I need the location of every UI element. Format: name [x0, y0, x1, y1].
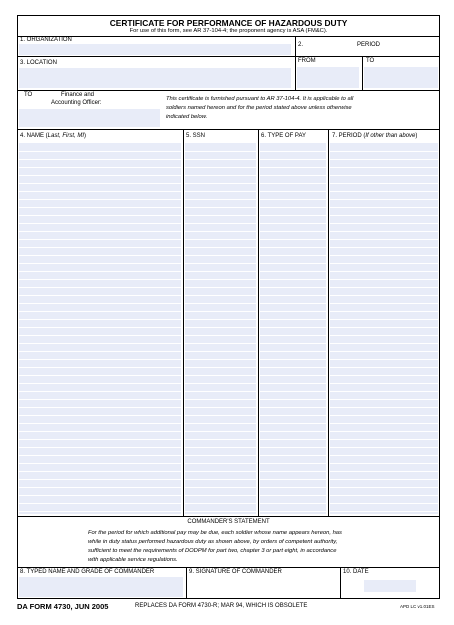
row-separator	[330, 471, 438, 472]
row-separator	[260, 471, 326, 472]
row-separator	[185, 167, 256, 168]
row-separator	[185, 391, 256, 392]
row-separator	[260, 279, 326, 280]
row-separator	[19, 407, 181, 408]
row-separator	[19, 159, 181, 160]
certificate-line-1: This certificate is furnished pursuant to AR 37-104-4. It is applicable to all	[166, 96, 354, 102]
row-separator	[185, 271, 256, 272]
row-separator	[185, 239, 256, 240]
row-separator	[19, 511, 181, 512]
row-separator	[19, 383, 181, 384]
row-separator	[185, 255, 256, 256]
row-separator	[185, 279, 256, 280]
commander-heading: COMMANDER'S STATEMENT	[187, 519, 270, 525]
row-separator	[330, 231, 438, 232]
row-separator	[260, 319, 326, 320]
row-separator	[19, 319, 181, 320]
form-subtitle: For use of this form, see AR 37-104-4; the proponent agency is ASA (FM&C).	[129, 28, 328, 34]
row-separator	[185, 439, 256, 440]
statement-line-2: while in duty status performed hazardous duty as shown above, by orders of competent authority,	[88, 539, 338, 545]
row-separator	[260, 415, 326, 416]
row-separator	[330, 415, 438, 416]
date-label: 10. DATE	[343, 569, 369, 575]
certificate-line-3: indicated below.	[166, 114, 208, 120]
finance-line2: Accounting Officer:	[51, 100, 102, 106]
typed-name-field[interactable]	[19, 577, 183, 597]
row-separator	[330, 367, 438, 368]
row-separator	[260, 511, 326, 512]
col-header-period: 7. PERIOD (If other than above)	[332, 133, 418, 139]
row-separator	[185, 199, 256, 200]
row-separator	[19, 271, 181, 272]
row-separator	[185, 223, 256, 224]
row-separator	[260, 239, 326, 240]
row-separator	[330, 167, 438, 168]
row-separator	[260, 175, 326, 176]
row-separator	[185, 495, 256, 496]
row-separator	[185, 423, 256, 424]
row-separator	[260, 223, 326, 224]
location-label: 3. LOCATION	[20, 60, 57, 66]
row-separator	[185, 327, 256, 328]
row-separator	[185, 335, 256, 336]
row-separator	[260, 375, 326, 376]
organization-field[interactable]	[19, 44, 291, 55]
row-separator	[330, 223, 438, 224]
row-separator	[260, 287, 326, 288]
row-separator	[260, 327, 326, 328]
row-separator	[330, 327, 438, 328]
row-separator	[19, 487, 181, 488]
typed-name-label: 8. TYPED NAME AND GRADE OF COMMANDER	[20, 569, 155, 575]
row-separator	[260, 183, 326, 184]
row-separator	[330, 335, 438, 336]
row-separator	[260, 207, 326, 208]
location-field[interactable]	[19, 68, 291, 88]
row-separator	[330, 439, 438, 440]
row-separator	[260, 407, 326, 408]
row-separator	[19, 183, 181, 184]
form-title: CERTIFICATE FOR PERFORMANCE OF HAZARDOUS DUTY	[109, 18, 348, 28]
row-separator	[19, 151, 181, 152]
statement-line-4: with applicable service regulations.	[88, 557, 178, 563]
row-separator	[330, 495, 438, 496]
row-separator	[330, 271, 438, 272]
row-separator	[19, 263, 181, 264]
row-separator	[185, 175, 256, 176]
row-separator	[185, 375, 256, 376]
row-separator	[330, 351, 438, 352]
row-separator	[260, 199, 326, 200]
finance-line1: Finance and	[61, 92, 95, 98]
row-separator	[260, 343, 326, 344]
row-separator	[260, 151, 326, 152]
signature-label: 9. SIGNATURE OF COMMANDER	[189, 569, 282, 575]
to-officer-label: TO	[24, 92, 33, 98]
row-separator	[185, 447, 256, 448]
row-separator	[260, 231, 326, 232]
row-separator	[330, 487, 438, 488]
row-separator	[19, 175, 181, 176]
row-separator	[19, 423, 181, 424]
row-separator	[330, 455, 438, 456]
row-separator	[19, 167, 181, 168]
row-separator	[19, 215, 181, 216]
row-separator	[185, 367, 256, 368]
version-text: APD LC v1.01ES	[400, 604, 435, 609]
row-separator	[185, 207, 256, 208]
period-number: 2.	[298, 42, 304, 48]
row-separator	[19, 335, 181, 336]
row-separator	[19, 415, 181, 416]
row-separator	[19, 287, 181, 288]
row-separator	[260, 479, 326, 480]
row-separator	[19, 207, 181, 208]
row-separator	[330, 151, 438, 152]
row-separator	[185, 231, 256, 232]
row-separator	[19, 471, 181, 472]
row-separator	[185, 183, 256, 184]
row-separator	[330, 407, 438, 408]
row-separator	[19, 255, 181, 256]
to-label: TO	[366, 58, 375, 64]
row-separator	[19, 439, 181, 440]
certificate-line-2: soldiers named hereon and for the period stated above unless otherwise	[166, 105, 352, 111]
row-separator	[185, 151, 256, 152]
row-separator	[185, 383, 256, 384]
row-separator	[330, 399, 438, 400]
form-id: DA FORM 4730, JUN 2005	[17, 602, 109, 611]
row-separator	[330, 207, 438, 208]
row-separator	[260, 303, 326, 304]
row-separator	[260, 463, 326, 464]
row-separator	[260, 399, 326, 400]
row-separator	[330, 343, 438, 344]
row-separator	[260, 431, 326, 432]
to-date-field[interactable]	[364, 67, 438, 88]
row-separator	[19, 191, 181, 192]
name-column-fill[interactable]	[19, 143, 181, 514]
row-separator	[330, 175, 438, 176]
row-separator	[185, 431, 256, 432]
row-separator	[260, 271, 326, 272]
row-separator	[185, 263, 256, 264]
period-column-fill[interactable]	[330, 143, 438, 514]
row-separator	[330, 383, 438, 384]
row-separator	[260, 495, 326, 496]
row-separator	[19, 391, 181, 392]
row-separator	[330, 311, 438, 312]
row-separator	[19, 455, 181, 456]
organization-label: 1. ORGANIZATION	[20, 37, 72, 43]
row-separator	[185, 463, 256, 464]
statement-line-1: For the period for which additional pay may be due, each soldier whose name appears hereon, has	[88, 530, 342, 536]
row-separator	[185, 511, 256, 512]
row-separator	[260, 455, 326, 456]
row-separator	[260, 295, 326, 296]
col-header-name: 4. NAME (Last, First, MI)	[20, 133, 87, 139]
row-separator	[185, 487, 256, 488]
row-separator	[260, 335, 326, 336]
row-separator	[185, 471, 256, 472]
row-separator	[260, 311, 326, 312]
row-separator	[185, 319, 256, 320]
row-separator	[185, 479, 256, 480]
row-separator	[185, 407, 256, 408]
commander-statement	[88, 529, 342, 565]
row-separator	[260, 167, 326, 168]
row-separator	[260, 439, 326, 440]
from-date-field[interactable]	[297, 67, 359, 88]
row-separator	[260, 359, 326, 360]
row-separator	[260, 215, 326, 216]
period-label: PERIOD	[357, 42, 381, 48]
row-separator	[260, 503, 326, 504]
row-separator	[330, 303, 438, 304]
row-separator	[19, 399, 181, 400]
row-separator	[330, 183, 438, 184]
row-separator	[330, 319, 438, 320]
row-separator	[19, 503, 181, 504]
row-separator	[330, 463, 438, 464]
from-label: FROM	[298, 58, 316, 64]
row-separator	[185, 415, 256, 416]
row-separator	[185, 159, 256, 160]
row-separator	[19, 327, 181, 328]
row-separator	[185, 191, 256, 192]
row-separator	[260, 487, 326, 488]
row-separator	[19, 479, 181, 480]
row-separator	[19, 199, 181, 200]
row-separator	[19, 463, 181, 464]
row-separator	[19, 447, 181, 448]
statement-line-3: sufficient to meet the requirements of DODPM for part two, chapter 3 or part eight, in accordance	[88, 548, 337, 554]
row-separator	[330, 199, 438, 200]
row-separator	[330, 287, 438, 288]
row-separator	[260, 159, 326, 160]
row-separator	[185, 215, 256, 216]
row-separator	[330, 279, 438, 280]
row-separator	[185, 311, 256, 312]
row-separator	[19, 247, 181, 248]
row-separator	[260, 263, 326, 264]
row-separator	[330, 215, 438, 216]
row-separator	[260, 351, 326, 352]
row-separator	[185, 343, 256, 344]
ssn-column-fill[interactable]	[185, 143, 256, 514]
row-separator	[19, 231, 181, 232]
row-separator	[260, 255, 326, 256]
row-separator	[330, 391, 438, 392]
da-form-4730	[17, 15, 440, 599]
row-separator	[260, 367, 326, 368]
row-separator	[19, 279, 181, 280]
row-separator	[260, 423, 326, 424]
col-header-ssn: 5. SSN	[186, 133, 206, 139]
replaces-text: REPLACES DA FORM 4730-R; MAR 94, WHICH IS OBSOLETE	[135, 603, 308, 609]
row-separator	[19, 311, 181, 312]
date-field[interactable]	[364, 580, 416, 592]
row-separator	[19, 351, 181, 352]
row-separator	[330, 375, 438, 376]
row-separator	[185, 359, 256, 360]
row-separator	[185, 455, 256, 456]
row-separator	[260, 191, 326, 192]
row-separator	[185, 351, 256, 352]
finance-officer-field[interactable]	[19, 109, 160, 127]
row-separator	[330, 191, 438, 192]
row-separator	[330, 479, 438, 480]
row-separator	[19, 495, 181, 496]
row-separator	[260, 447, 326, 448]
row-separator	[330, 247, 438, 248]
row-separator	[185, 295, 256, 296]
col-header-type-of-pay: 6. TYPE OF PAY	[261, 133, 307, 139]
type-of-pay-column-fill[interactable]	[260, 143, 326, 514]
row-separator	[330, 511, 438, 512]
row-separator	[330, 263, 438, 264]
row-separator	[330, 423, 438, 424]
row-separator	[330, 447, 438, 448]
row-separator	[19, 343, 181, 344]
row-separator	[330, 295, 438, 296]
row-separator	[330, 239, 438, 240]
row-separator	[260, 391, 326, 392]
row-separator	[330, 359, 438, 360]
certificate-text	[166, 95, 353, 122]
row-separator	[185, 303, 256, 304]
row-separator	[19, 367, 181, 368]
row-separator	[185, 287, 256, 288]
row-separator	[330, 431, 438, 432]
row-separator	[19, 375, 181, 376]
row-separator	[330, 255, 438, 256]
row-separator	[185, 247, 256, 248]
row-separator	[19, 223, 181, 224]
row-separator	[185, 399, 256, 400]
row-separator	[19, 239, 181, 240]
row-separator	[260, 247, 326, 248]
row-separator	[19, 303, 181, 304]
row-separator	[260, 383, 326, 384]
row-separator	[19, 295, 181, 296]
row-separator	[185, 503, 256, 504]
row-separator	[330, 159, 438, 160]
row-separator	[19, 431, 181, 432]
row-separator	[330, 503, 438, 504]
row-separator	[19, 359, 181, 360]
